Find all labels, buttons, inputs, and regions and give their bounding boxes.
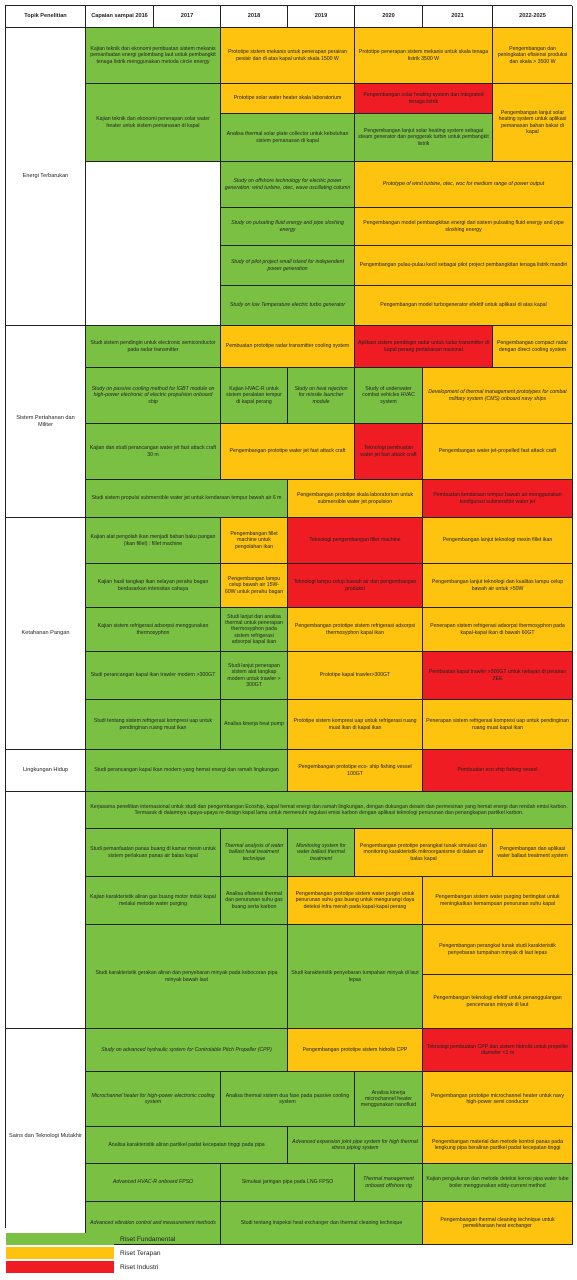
cell-research: Study on passive cooling method for IGBT module on high-power electronic of electric propulsion onboard ship: [86, 368, 221, 424]
cell-research: Teknologi pembuatan CPP dan sistem hidrolis untuk propeller diameter <1 m: [423, 1029, 573, 1072]
cell-research: Pembuatan kapal trawler >300GT untuk nelayan di perairan ZEE: [423, 652, 573, 700]
cell-research: Pengembangan pulau-pulau kecil sebagai pilot project pembangkitan tenaga listrik mandiri: [355, 246, 573, 286]
cell-research: Pengembangan material dan metode kontrol panas pada lengkung pipa beraliran partikel padat kecepatan tinggi: [423, 1127, 573, 1164]
cell-research: Pengembangan prototipe sistem hidrolis CPP: [288, 1029, 423, 1072]
legend-item-fundamental: [6, 1233, 175, 1245]
topic-energi: Energi Terbarukan: [6, 28, 86, 326]
cell-research: Teknologi lampu celup bawah air dan pengembangan produksi: [288, 564, 423, 608]
cell-research: Analisa kinerja microchannel heater menggunakan nanofluid: [355, 1072, 423, 1127]
cell-research: Kajian dan studi perancangan water jet fast attack craft 30 m: [86, 424, 221, 480]
cell-empty: [86, 162, 221, 326]
roadmap-table: [5, 5, 572, 1228]
cell-research: Studi lanjut dan analisa thermal untuk penerapan thermosyphon pada sistem refrigerasi adsorpsi kapal ikan: [221, 608, 288, 652]
cell-research: Studi sistem pendingin untuk electronic semiconductor pada radar transmitter: [86, 326, 221, 368]
cell-research: Pengembangan lanjut teknologi dan kualitas lampu celup bawah air untuk >50W: [423, 564, 573, 608]
cell-research: Pengembangan dan aplikasi water ballast treatment system: [493, 829, 573, 877]
cell-research: Monitoring system for water ballast thermal treatment: [288, 829, 355, 877]
header-2020: 2020: [355, 6, 423, 28]
cell-research: Pengembangan solar heating system dan integrated tenaga listrik: [355, 84, 493, 114]
cell-research: Thermal management onboard offshore rig: [355, 1164, 423, 1202]
cell-research: Pengembangan fillet machine untuk pengolahan ikan: [221, 518, 288, 564]
legend-swatch-terapan: [6, 1247, 114, 1259]
cell-research: Advanced expansion joint pipe system for high thermal stress piping system: [288, 1127, 423, 1164]
legend-label-fundamental: Riset Fundamental: [120, 1235, 176, 1243]
cell-research: Study of underwater combat vehicles HVAC system: [355, 368, 423, 424]
cell-research: Kajian HVAC-R untuk sistem peralatan tempur di kapal perang: [221, 368, 288, 424]
cell-research: Teknologi pengembangan fillet machine: [288, 518, 423, 564]
cell-research: Analisa karakteristik aliran partikel padat kecepatan tinggi pada pipa: [86, 1127, 288, 1164]
cell-research: Pengembangan dan peningkatan efisiensi produksi dan skala > 3500 W: [493, 28, 573, 84]
cell-research: Pengembangan perangkat tunak studi karakteristik penyebaran tumpahan minyak di laut lepas: [423, 925, 573, 975]
cell-research: Studi karakteristik penyebaran tumpahan minyak di laut lepas: [288, 925, 423, 1029]
cell-research: Thermal analysis of water ballast heat treatment technique: [221, 829, 288, 877]
header-2022-2025: 2022-2025: [493, 6, 573, 28]
cell-research: Pengembangan teknologi efektif untuk penanggulangan pencemaran minyak di laut: [423, 975, 573, 1029]
cell-research: Prototipe penerapan sistem mekanis untuk skala tenaga listrik 3500 W: [355, 28, 493, 84]
cell-research: Pembuatan eco ship fishing vessel: [423, 750, 573, 792]
cell-research: Pengembangan compact radar dengan direct cooling system: [493, 326, 573, 368]
cell-research: Pengembangan lanjut solar heating system untuk aplikasi pemanasan bahan bakar di kapal: [493, 84, 573, 162]
legend: [6, 1233, 175, 1275]
cell-research: Kajian karakteristik aliran gas buang motor induk kapal melalui metode water purging: [86, 877, 221, 925]
cell-research: Pengembangan lanjut teknologi mesin fillet ikan: [423, 518, 573, 564]
topic-lingkungan-cont: [6, 792, 86, 1029]
cell-research: Study on advanced hydraulic system for Controlable Pitch Propeller (CPP): [86, 1029, 288, 1072]
cell-research: Pembuatan prototipe radar transmitter cooling system: [221, 326, 355, 368]
cell-research: Aplikasi sistem pendingin radar untuk radar transmitter di kapal perang pertahanan nasional: [355, 326, 493, 368]
cell-research: Kajian alat pengolah ikan menjadi bahan baku pangan (ikan fillet) : fillet machine: [86, 518, 221, 564]
header-topik: Topik Penelitian: [6, 6, 86, 28]
header-2019: 2019: [288, 6, 355, 28]
cell-research: Studi perancangan kapal ikan trawler modern >300GT: [86, 652, 221, 700]
cell-research: Study on pulsating fluid energy and pipe sloshing energy: [221, 208, 355, 246]
cell-research: Simulasi jaringan pipa pada LNG FPSO: [221, 1164, 355, 1202]
cell-research: Analisa thermal solar plate collector untuk kebutuhan sistem pemanasan di kapal: [221, 114, 355, 162]
cell-research: Study of pilot project small island for independent power generation: [221, 246, 355, 286]
header-2018: 2018: [221, 6, 288, 28]
cell-research: Pengembangan prototipe water jet fast attack craft: [221, 424, 355, 480]
header-2017: 2017: [154, 6, 221, 28]
cell-research: Prototipe sistem kompresi uap untuk refrigerasi ruang muat ikan di kapal ikan: [288, 700, 423, 750]
cell-research: Pengembangan thermal cleaning technique untuk pemeliharaan heat exchanger: [423, 1202, 573, 1245]
cell-research: Prototipe sistem mekanis untuk penerapan perairan pesisir dan di atas kapal untuk skala 1500 W: [221, 28, 355, 84]
cell-research: Penerapan sistem refrigerasi kompresi uap untuk pendinginan ruang muat kapal ikan: [423, 700, 573, 750]
cell-research: Analisa thermal sistem dua fase pada passive cooling system: [221, 1072, 355, 1127]
legend-swatch-industri: [6, 1261, 114, 1273]
cell-research: Studi lanjut penerapan sistem alat tangkap modern untuk trawler > 300GT: [221, 652, 288, 700]
cell-research: Pengembangan model turbogenerator efektif untuk aplikasi di atas kapal: [355, 286, 573, 326]
cell-research: Kerjasama penelitian internasional untuk studi dan pengembangan Ecoship, kapal hemat energi dan ramah lingkungan, dengan dukungan desain dan permesinan yang hemat energi dan rendah emisi karbon. Termasuk di dalamnya upaya-upaya re-design kapal lama untuk memenuhi regulasi emisi karbon dengan aplikasi teknologi penurunan dan penangkapan partikel karbon.: [86, 792, 573, 829]
cell-research: Prototipe kapal trawler>300GT: [288, 652, 423, 700]
cell-research: Advanced vibration control and measurement methods: [86, 1202, 221, 1245]
cell-research: Prototype of wind turbine, otec, woc for medium range of power output: [355, 162, 573, 208]
cell-research: Pengembangan prototipe sistem water purgin untuk penurunan suhu gas buang untuk mengurangi daya deteksi infra merah pada kapal-kapal perang: [288, 877, 423, 925]
header-capaian: Capaian sampai 2016: [86, 6, 154, 28]
cell-research: Pengembangan prototipe perangkat tunak simulasi dan monitoring karakteristik mikroorganisme di dalam air balas kapal: [355, 829, 493, 877]
topic-sains: Sains dan Teknologi Mutakhir: [6, 1029, 86, 1245]
cell-research: Study on low Temperature electric turbo generator: [221, 286, 355, 326]
cell-research: Advanced HVAC-R onboard FPSO: [86, 1164, 221, 1202]
legend-swatch-fundamental: [6, 1233, 114, 1245]
topic-lingkungan: Lingkungan Hidup: [6, 750, 86, 792]
cell-research: Studi pemanfaatan panas buang di kamar mesin untuk sistem perlakuan panas air balas kapal: [86, 829, 221, 877]
header-2021: 2021: [423, 6, 493, 28]
cell-research: Pengembangan lampu celup bawah air 15W-60W untuk perahu bagan: [221, 564, 288, 608]
cell-research: Study on heat rejection for missile launcher module: [288, 368, 355, 424]
cell-research: Pembuatan kendaraan tempur bawah air menggunakan konfigurasi submersible water jet: [423, 480, 573, 518]
cell-research: Pengembangan prototipe eco- ship fishing vessel 100GT: [288, 750, 423, 792]
cell-research: Kajian sistem refrigerasi adsorpsi menggunakan thermosyphon: [86, 608, 221, 652]
cell-research: Microchannel heater for high-power electronic cooling system: [86, 1072, 221, 1127]
cell-research: Studi karakteristik gerakan aliran dan penyebaran minyak pada kebocoran pipa minyak bawah laut: [86, 925, 288, 1029]
topic-ketahanan: Ketahanan Pangan: [6, 518, 86, 750]
topic-pertahanan: Sistem Pertahanan dan Militer: [6, 326, 86, 518]
cell-research: Kajian teknik dan ekonomi pembuatan sistem mekanis pemanfaatan energi gelombang laut untuk pembangkit tenaga listrik menggunakan metoda circle energy: [86, 28, 221, 84]
cell-research: Kajian pengukuran dan metode deteksi korosi pipa water tube boiler menggunakan eddy-current method: [423, 1164, 573, 1202]
cell-research: Pengembangan prototipe microchannel heater untuk navy high-power semi conductor: [423, 1072, 573, 1127]
cell-research: Pengembangan lanjut solar heating system sebagai steam generator dan penggerak turbin untuk pembangkit listrik: [355, 114, 493, 162]
cell-research: Kajian teknik dan ekonomi penerapan solar water heater untuk sistem pemanasan di kapal: [86, 84, 221, 162]
cell-research: Studi sistem propulsi submersible water jet untuk kendaraan tempur bawah air 6 m: [86, 480, 288, 518]
cell-research: Studi tentang sistem refrigerasi kompresi uap untuk pendinginan ruang muat ikan: [86, 700, 221, 750]
cell-research: Pengembangan prototipe sistem refrigerasi adsorpsi thermosyphon kapal ikan: [288, 608, 423, 652]
cell-research: Prototipe solar water heater skala laboratorium: [221, 84, 355, 114]
cell-research: Study on offshore technology for electric power generation: wind turbine, otec, wave oscillating column: [221, 162, 355, 208]
cell-research: Kajian hasil tangkap ikan nelayan perahu bagan berdasarkan intensitas cahaya: [86, 564, 221, 608]
cell-research: Analisa kinerja heat pump: [221, 700, 288, 750]
cell-research: Pengembangan prototipe skala laboratorium untuk submersible water jet propulsion: [288, 480, 423, 518]
cell-research: Penerapan sistem refrigerasi adsorpsi thermosyphon pada kapal-kapal ikan di bawah 60GT: [423, 608, 573, 652]
legend-item-terapan: [6, 1247, 175, 1259]
cell-research: Teknologi pembuatan water jet fast attack craft: [355, 424, 423, 480]
cell-research: Pengembangan model pembangkitan energi dari sistem pulsating fluid energy and pipe sloshing energy: [355, 208, 573, 246]
cell-research: Development of thermal management prototypes for combat military system (CMS) onboard navy ships: [423, 368, 573, 424]
cell-research: Studi perancangan kapal ikan modern yang hemat energi dan ramah lingkungan: [86, 750, 288, 792]
cell-research: Pengembangan sistem water purging bertingkat untuk meningkatkan kemampuan penurunan suhu kapal: [423, 877, 573, 925]
legend-label-industri: Riset Industri: [120, 1263, 159, 1271]
cell-research: Studi tentang inspeksi heat exchanger dan thermal cleaning technique: [221, 1202, 423, 1245]
cell-research: Analisa efisiensi thermal dan penurunan suhu gas buang serta karbon: [221, 877, 288, 925]
cell-research: Pengembangan water jet-propelled fast attack craft: [423, 424, 573, 480]
legend-label-terapan: Riset Terapan: [120, 1249, 161, 1257]
legend-item-industri: [6, 1261, 175, 1273]
